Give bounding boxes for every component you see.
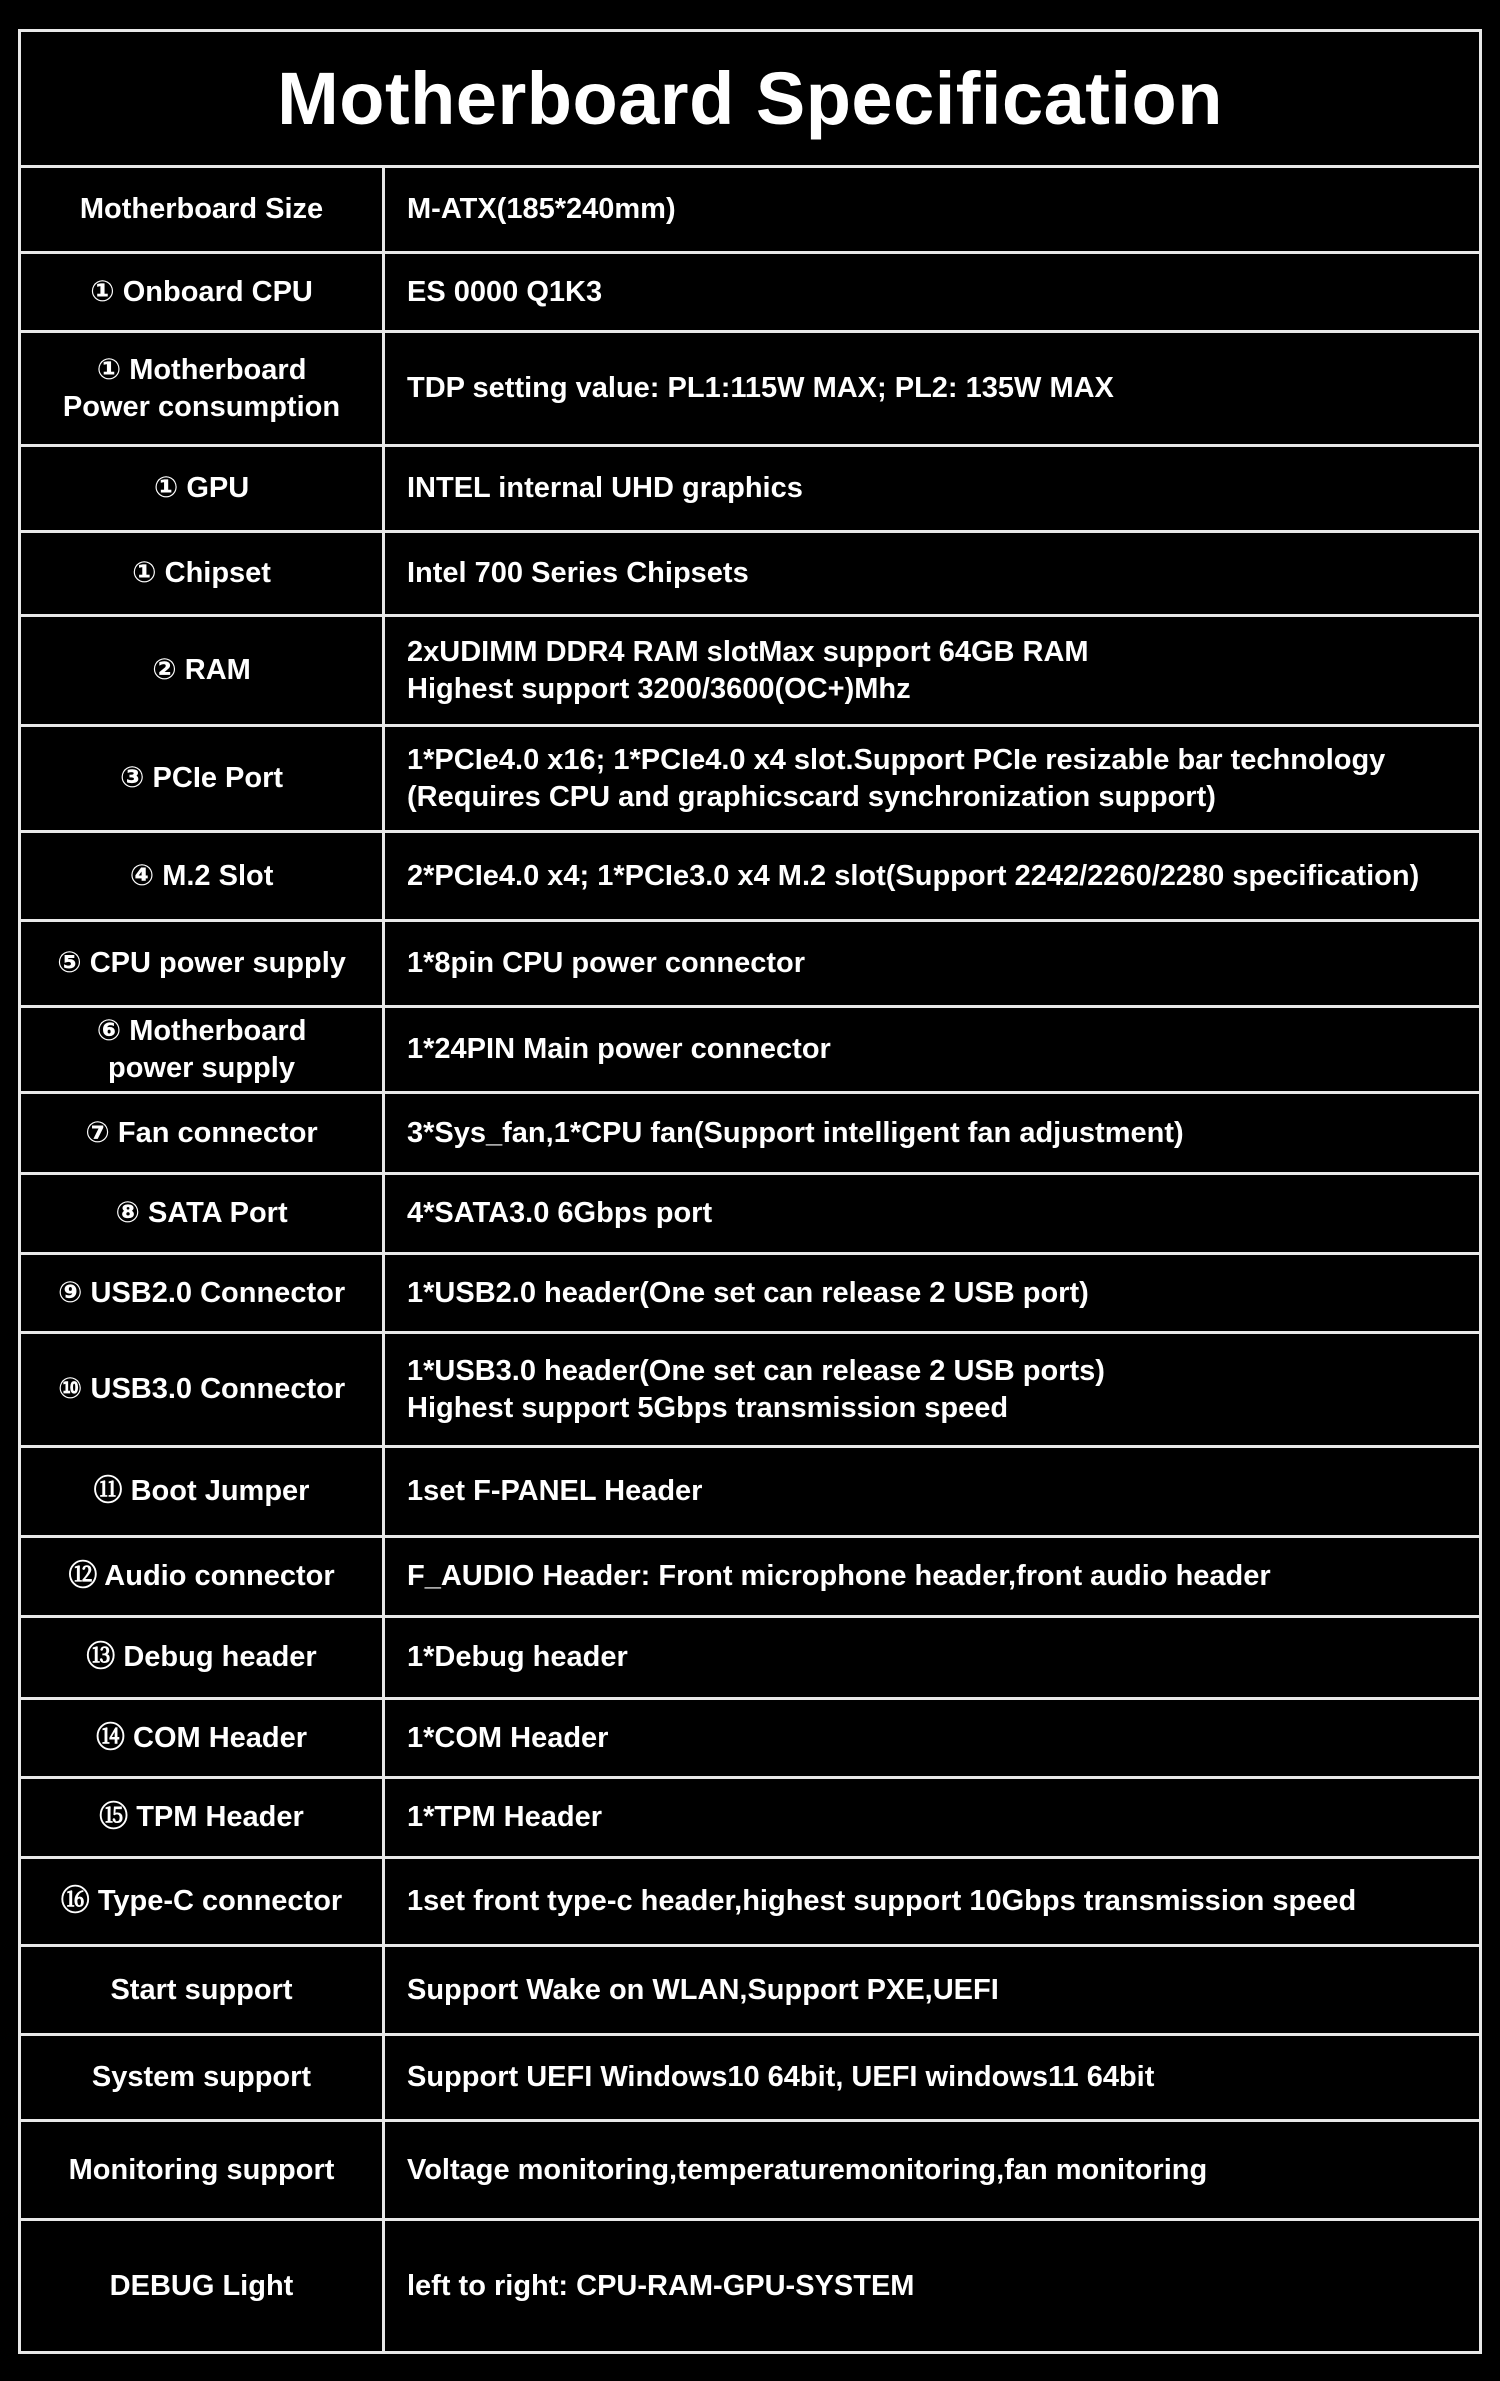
row-value-tpm-header: 1*TPM Header (385, 1779, 1479, 1859)
row-value-com-header: 1*COM Header (385, 1700, 1479, 1779)
row-value-cpu-power-supply: 1*8pin CPU power connector (385, 922, 1479, 1008)
row-label-com-header: ⑭ COM Header (21, 1700, 385, 1779)
row-label-start-support: Start support (21, 1947, 385, 2036)
row-value-type-c-connector: 1set front type-c header,highest support 10Gbps transmission speed (385, 1859, 1479, 1947)
row-label-debug-light: DEBUG Light (21, 2221, 385, 2352)
row-value-motherboard-power-supply: 1*24PIN Main power connector (385, 1008, 1479, 1094)
row-value-ram: 2xUDIMM DDR4 RAM slotMax support 64GB RAM Highest support 3200/3600(OC+)Mhz (385, 617, 1479, 727)
row-label-boot-jumper: ⑪ Boot Jumper (21, 1448, 385, 1538)
spec-table (18, 29, 1482, 2354)
row-value-monitoring-support: Voltage monitoring,temperaturemonitoring,fan monitoring (385, 2122, 1479, 2221)
row-label-usb3-connector: ⑩ USB3.0 Connector (21, 1334, 385, 1448)
row-label-system-support: System support (21, 2036, 385, 2122)
row-label-motherboard-power-supply: ⑥ Motherboard power supply (21, 1008, 385, 1094)
row-value-pcie-port: 1*PCIe4.0 x16; 1*PCIe4.0 x4 slot.Support PCIe resizable bar technology (Requires CPU and graphicscard synchronization support) (385, 727, 1479, 833)
row-value-power-consumption: TDP setting value: PL1:115W MAX; PL2: 135W MAX (385, 333, 1479, 447)
row-value-motherboard-size: M-ATX(185*240mm) (385, 168, 1479, 254)
row-value-debug-light: left to right: CPU-RAM-GPU-SYSTEM (407, 2270, 915, 2302)
row-label-power-consumption: ① Motherboard Power consumption (21, 333, 385, 447)
row-label-cpu-power-supply: ⑤ CPU power supply (21, 922, 385, 1008)
row-label-motherboard-size: Motherboard Size (21, 168, 385, 254)
row-label-chipset: ① Chipset (21, 533, 385, 617)
row-label-gpu: ① GPU (21, 447, 385, 533)
row-label-tpm-header: ⑮ TPM Header (21, 1779, 385, 1859)
row-value-sata-port: 4*SATA3.0 6Gbps port (385, 1175, 1479, 1255)
row-label-m2-slot: ④ M.2 Slot (21, 833, 385, 922)
row-value-boot-jumper: 1set F-PANEL Header (385, 1448, 1479, 1538)
row-label-ram: ② RAM (21, 617, 385, 727)
row-value-m2-slot: 2*PCIe4.0 x4; 1*PCIe3.0 x4 M.2 slot(Support 2242/2260/2280 specification) (385, 833, 1479, 922)
row-value-system-support: Support UEFI Windows10 64bit, UEFI windows11 64bit (385, 2036, 1479, 2122)
row-label-type-c-connector: ⑯ Type-C connector (21, 1859, 385, 1947)
row-value-audio-connector: F_AUDIO Header: Front microphone header,front audio header (385, 1538, 1479, 1618)
row-label-sata-port: ⑧ SATA Port (21, 1175, 385, 1255)
page-title: Motherboard Specification (21, 32, 1479, 168)
row-value-chipset: Intel 700 Series Chipsets (385, 533, 1479, 617)
row-label-monitoring-support: Monitoring support (21, 2122, 385, 2221)
row-label-usb2-connector: ⑨ USB2.0 Connector (21, 1255, 385, 1334)
row-label-pcie-port: ③ PCIe Port (21, 727, 385, 833)
row-label-fan-connector: ⑦ Fan connector (21, 1094, 385, 1175)
row-value-debug-header: 1*Debug header (385, 1618, 1479, 1700)
row-value-usb2-connector: 1*USB2.0 header(One set can release 2 USB port) (385, 1255, 1479, 1334)
row-label-debug-header: ⑬ Debug header (21, 1618, 385, 1700)
row-value-onboard-cpu: ES 0000 Q1K3 (385, 254, 1479, 333)
row-value-fan-connector: 3*Sys_fan,1*CPU fan(Support intelligent fan adjustment) (385, 1094, 1479, 1175)
row-label-onboard-cpu: ① Onboard CPU (21, 254, 385, 333)
row-value-gpu: INTEL internal UHD graphics (385, 447, 1479, 533)
row-label-audio-connector: ⑫ Audio connector (21, 1538, 385, 1618)
row-value-usb3-connector: 1*USB3.0 header(One set can release 2 USB ports) Highest support 5Gbps transmission speed (385, 1334, 1479, 1448)
row-value-start-support: Support Wake on WLAN,Support PXE,UEFI (385, 1947, 1479, 2036)
